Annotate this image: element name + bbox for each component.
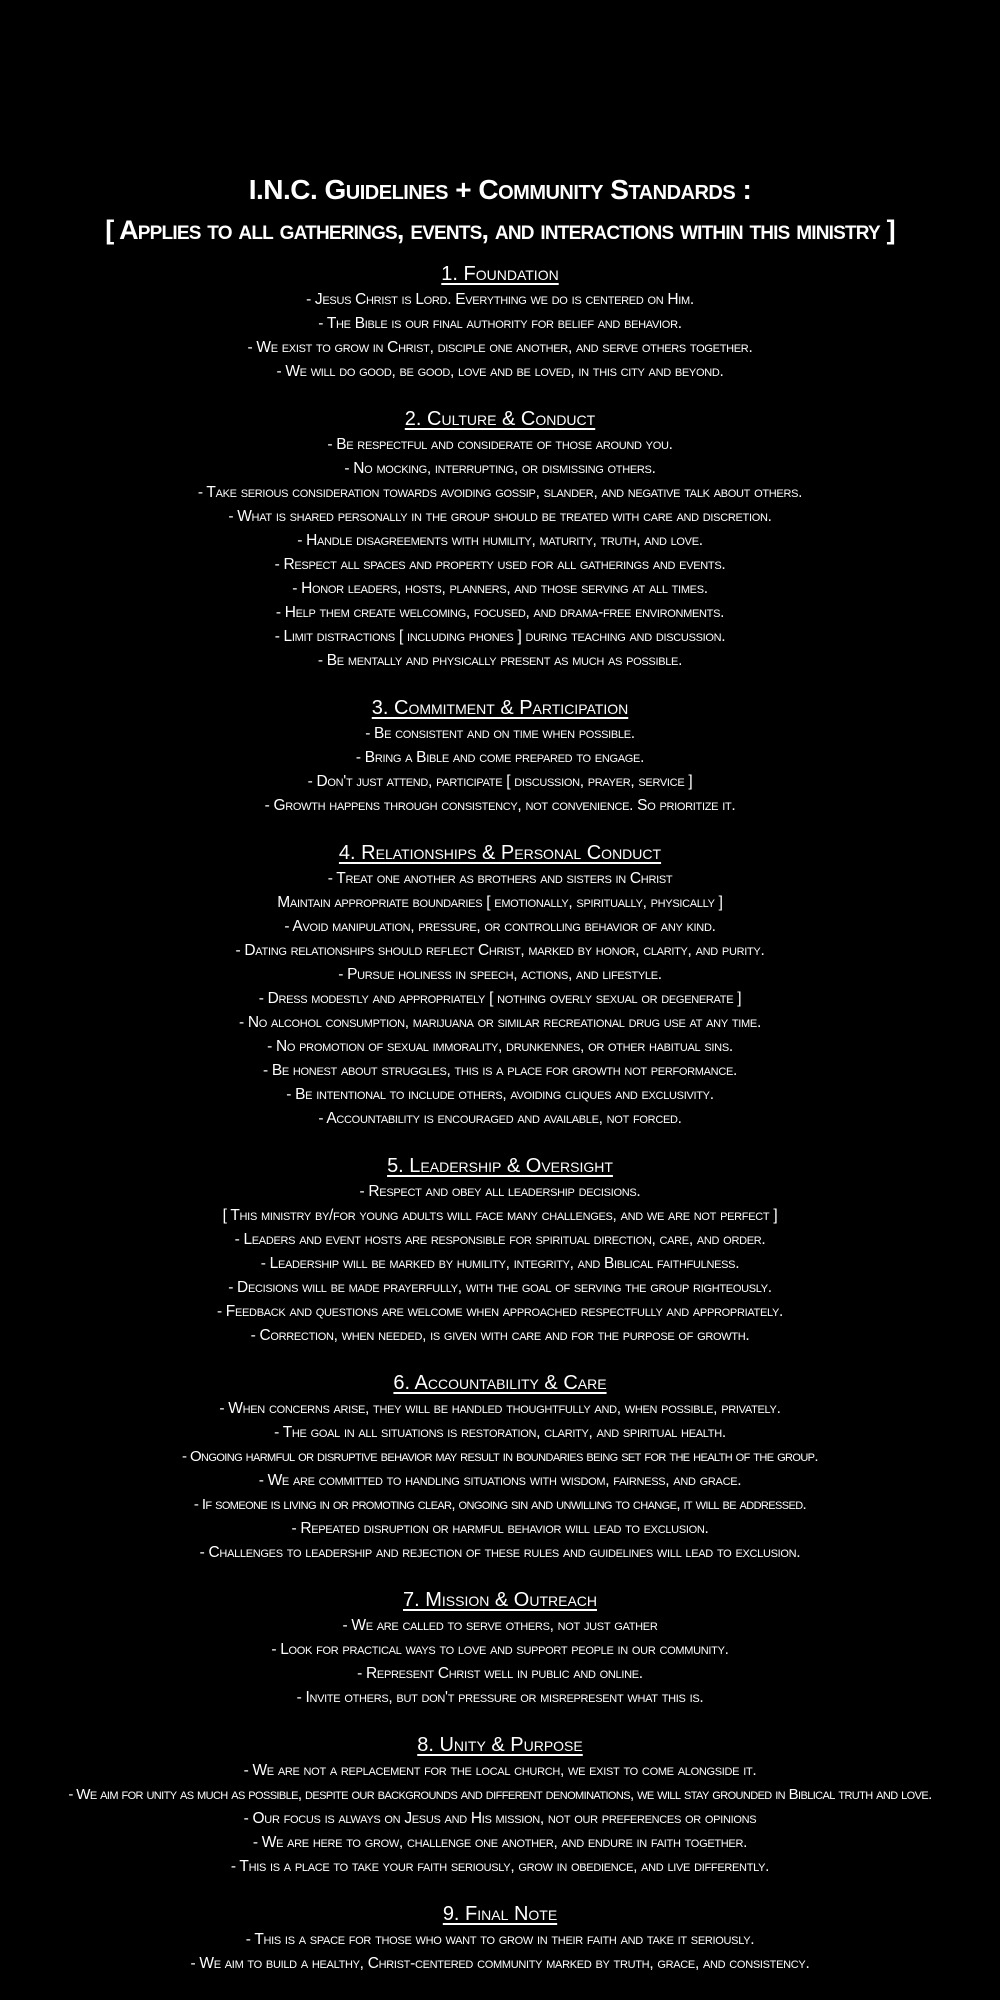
section-heading: 3. Commitment & Participation (371, 697, 629, 719)
guideline-item: - Repeated disruption or harmful behavior will lead to exclusion. (291, 1520, 709, 1537)
page-title: I.N.C. Guidelines + Community Standards : (248, 174, 752, 205)
guideline-item: - Respect all spaces and property used for all gatherings and events. (274, 556, 726, 573)
guideline-item: - Dating relationships should reflect Christ, marked by honor, clarity, and purity. (235, 942, 765, 959)
guideline-item: - Ongoing harmful or disruptive behavior may result in boundaries being set for the health of the group. (182, 1448, 818, 1465)
guideline-item: - When concerns arise, they will be handled thoughtfully and, when possible, privately. (219, 1400, 781, 1417)
guideline-item: - Be intentional to include others, avoiding cliques and exclusivity. (286, 1086, 714, 1103)
guideline-item: - Leaders and event hosts are responsible for spiritual direction, care, and order. (234, 1231, 766, 1248)
guideline-item: - Bring a Bible and come prepared to engage. (355, 749, 645, 766)
guideline-item: - This is a place to take your faith seriously, grow in obedience, and live differently. (230, 1858, 770, 1875)
guideline-item: - Accountability is encouraged and available, not forced. (318, 1110, 682, 1127)
section-heading: 1. Foundation (441, 263, 559, 285)
guideline-item: - We are committed to handling situations with wisdom, fairness, and grace. (258, 1472, 742, 1489)
guideline-item: - Look for practical ways to love and support people in our community. (271, 1641, 729, 1658)
guideline-item: - Jesus Christ is Lord. Everything we do is centered on Him. (306, 291, 694, 308)
guideline-item: - We will do good, be good, love and be loved, in this city and beyond. (276, 363, 724, 380)
guideline-section (0, 1900, 1000, 1976)
section-heading: 4. Relationships & Personal Conduct (338, 842, 662, 864)
guideline-section (0, 1152, 1000, 1348)
guideline-item: - Dress modestly and appropriately [ nothing overly sexual or degenerate ] (258, 990, 742, 1007)
guideline-item: - Limit distractions [ including phones ] during teaching and discussion. (274, 628, 726, 645)
guideline-item: - What is shared personally in the group should be treated with care and discretion. (228, 508, 772, 525)
section-heading: 8. Unity & Purpose (417, 1734, 583, 1756)
guideline-item: - Be mentally and physically present as much as possible. (317, 652, 683, 669)
guideline-item: - This is a space for those who want to grow in their faith and take it seriously. (245, 1931, 755, 1948)
guideline-item: - The goal in all situations is restoration, clarity, and spiritual health. (274, 1424, 726, 1441)
page-subtitle: [ Applies to all gatherings, events, and interactions within this ministry ] (105, 215, 895, 245)
guideline-section (0, 839, 1000, 1131)
guideline-section (0, 260, 1000, 384)
guideline-item: [ This ministry by/for young adults will face many challenges, and we are not perfect ] (222, 1207, 778, 1224)
guideline-item: - We exist to grow in Christ, disciple one another, and serve others together. (247, 339, 753, 356)
guideline-item: - Handle disagreements with humility, maturity, truth, and love. (297, 532, 703, 549)
section-heading: 9. Final Note (442, 1903, 558, 1925)
guideline-item: - Honor leaders, hosts, planners, and those serving at all times. (292, 580, 708, 597)
guideline-item: - Decisions will be made prayerfully, with the goal of serving the group righteously. (228, 1279, 772, 1296)
section-heading: 7. Mission & Outreach (402, 1589, 598, 1611)
guideline-item: - Avoid manipulation, pressure, or controlling behavior of any kind. (284, 918, 716, 935)
guideline-item: - Correction, when needed, is given with care and for the purpose of growth. (250, 1327, 750, 1344)
guideline-item: - We aim for unity as much as possible, despite our backgrounds and different denominations, we will stay grounded in Biblical truth and love. (68, 1786, 932, 1803)
guideline-item: - Growth happens through consistency, not convenience. So prioritize it. (264, 797, 736, 814)
guideline-item: - Feedback and questions are welcome when approached respectfully and appropriately. (216, 1303, 784, 1320)
guideline-item: - Challenges to leadership and rejection of these rules and guidelines will lead to exclusion. (199, 1544, 801, 1561)
guideline-item: - The Bible is our final authority for belief and behavior. (318, 315, 682, 332)
guideline-item: - Pursue holiness in speech, actions, and lifestyle. (338, 966, 662, 983)
guideline-section (0, 405, 1000, 673)
guideline-item: - No promotion of sexual immorality, drunkennes, or other habitual sins. (267, 1038, 733, 1055)
guideline-item: - We aim to build a healthy, Christ-centered community marked by truth, grace, and consistency. (190, 1955, 810, 1972)
section-heading: 6. Accountability & Care (393, 1372, 607, 1394)
guideline-item: - Be respectful and considerate of those around you. (327, 436, 673, 453)
guideline-item: - Respect and obey all leadership decisions. (359, 1183, 641, 1200)
guideline-item: - Be consistent and on time when possible. (365, 725, 635, 742)
guideline-item: Maintain appropriate boundaries [ emotionally, spiritually, physically ] (277, 894, 723, 911)
guideline-section (0, 1369, 1000, 1565)
guideline-item: - Take serious consideration towards avoiding gossip, slander, and negative talk about others. (197, 484, 803, 501)
guideline-item: - We are here to grow, challenge one another, and endure in faith together. (252, 1834, 748, 1851)
guideline-item: - Our focus is always on Jesus and His mission, not our preferences or opinions (243, 1810, 757, 1827)
guideline-item: - Don't just attend, participate [ discussion, prayer, service ] (307, 773, 693, 790)
guideline-item: - Help them create welcoming, focused, and drama-free environments. (275, 604, 725, 621)
guideline-item: - No alcohol consumption, marijuana or similar recreational drug use at any time. (239, 1014, 761, 1031)
guideline-section (0, 1731, 1000, 1879)
guideline-item: - If someone is living in or promoting clear, ongoing sin and unwilling to change, it will be addressed. (193, 1496, 807, 1513)
guideline-item: - Invite others, but don't pressure or misrepresent what this is. (296, 1689, 704, 1706)
guideline-item: - Represent Christ well in public and online. (357, 1665, 643, 1682)
guideline-item: - Treat one another as brothers and sisters in Christ (327, 870, 673, 887)
section-heading: 5. Leadership & Oversight (387, 1155, 613, 1177)
guideline-section (0, 1586, 1000, 1710)
guideline-item: - Be honest about struggles, this is a place for growth not performance. (262, 1062, 738, 1079)
guideline-item: - We are called to serve others, not just gather (342, 1617, 658, 1634)
guideline-section (0, 694, 1000, 818)
guideline-item: - Leadership will be marked by humility, integrity, and Biblical faithfulness. (260, 1255, 740, 1272)
guideline-item: - We are not a replacement for the local church, we exist to come alongside it. (243, 1762, 757, 1779)
guideline-item: - No mocking, interrupting, or dismissing others. (344, 460, 656, 477)
section-heading: 2. Culture & Conduct (404, 408, 596, 430)
sections-container (0, 260, 1000, 1976)
